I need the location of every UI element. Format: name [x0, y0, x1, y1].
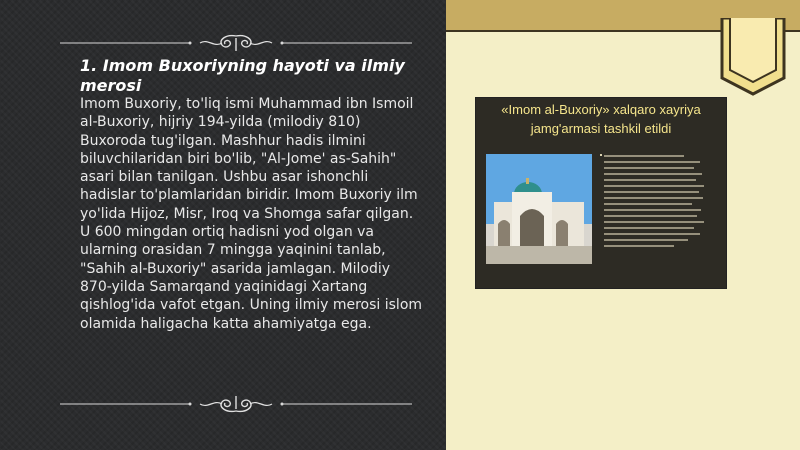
mosque-photo — [486, 154, 592, 264]
embedded-image-title: «Imom al-Buxoriy» xalqaro xayriya jamg'armasi tashkil etildi — [501, 102, 701, 136]
description-text-line — [604, 239, 688, 241]
description-text-line — [604, 197, 703, 199]
bookmark-ribbon-icon — [718, 18, 788, 96]
ornament-divider-icon — [60, 32, 412, 54]
description-bullet — [600, 154, 602, 156]
description-text-line — [604, 185, 704, 187]
slide-title: 1. Imom Buxoriyning hayoti va ilmiy merosi — [80, 56, 405, 95]
description-text-line — [604, 245, 674, 247]
description-text-line — [604, 161, 700, 163]
description-text-line — [604, 221, 704, 223]
description-text-line — [604, 191, 699, 193]
description-text-line — [604, 179, 696, 181]
embedded-slide-image — [475, 97, 727, 289]
description-text-line — [604, 209, 701, 211]
ornament-divider-icon — [60, 393, 412, 415]
description-text-line — [604, 233, 700, 235]
slide-body-text: Imom Buxoriy, to'liq ismi Muhammad ibn Ismoil al-Buxoriy, hijriy 194-yilda (milodiy 810) Buxoroda tug'ilgan. Mashhur hadis ilmini biluvchilaridan biri bo'lib, "Al-Jome' as-Sahih" asari bilan tanilgan. Ushbu asar ishonchli hadislar to'plamlaridan biridir. Imom Buxoriy ilm yo'lida Hijoz, Misr, Iroq va Shomga safar qilgan. U 600 mingdan ortiq hadisni yod olgan va ularning orasidan 7 mingga yaqinini tanlab, "Sahih al-Buxoriy" asarida jamlagan. Milodiy 870-yilda Samarqand yaqinidagi Xartang qishlog'ida vafot etgan. Uning ilmiy merosi islom olamida haligacha katta ahamiyatga ega. — [80, 96, 423, 332]
description-text-line — [604, 167, 694, 169]
description-text-line — [604, 155, 684, 157]
description-text-line — [604, 173, 702, 175]
description-text-line — [604, 215, 697, 217]
description-text-line — [604, 203, 692, 205]
description-text-line — [604, 227, 694, 229]
